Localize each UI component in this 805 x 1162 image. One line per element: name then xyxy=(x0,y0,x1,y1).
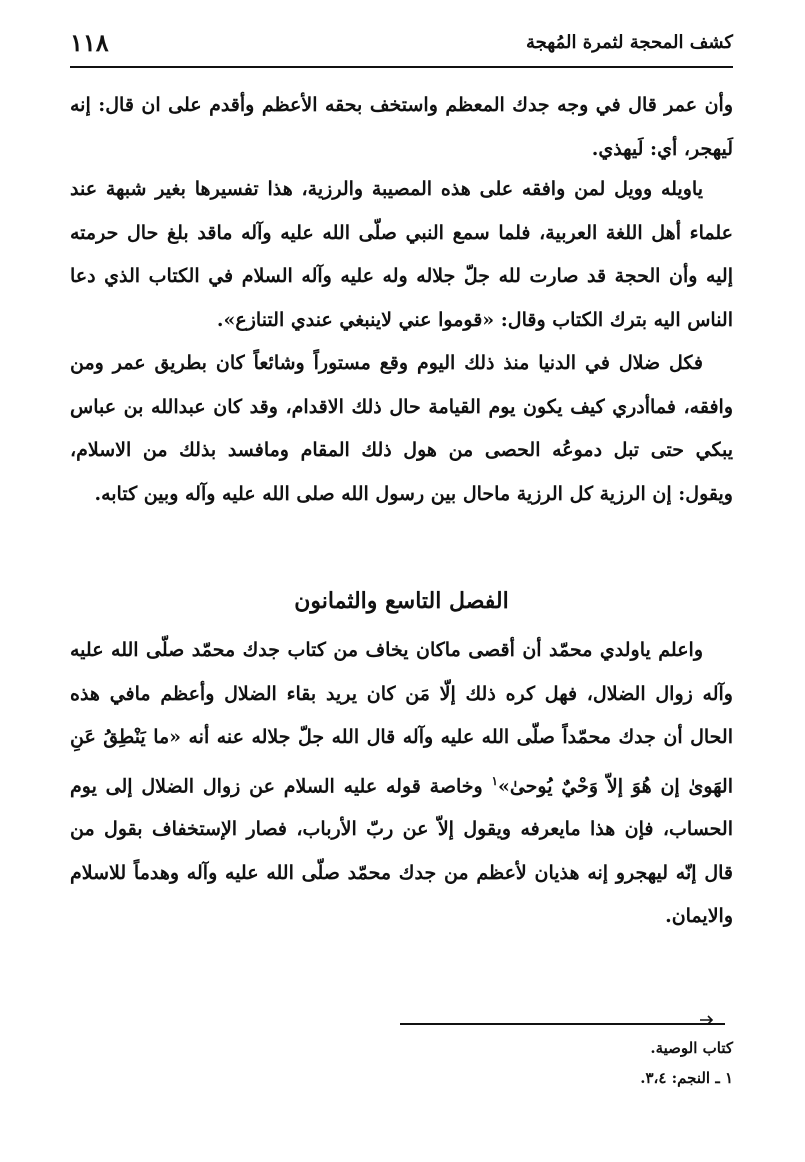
paragraph-2-text: ياويله وويل لمن وافقه على هذه المصيبة والرزية، هذا تفسيرها بغير شبهة عند علماء أهل اللغة العربية، فلما سمع النبي صلّى الله عليه وآله ماقد بلغ حال حرمته إليه وأن الحجة قد صارت لله جلّ جلاله وله عليه وآله السلام في الكتاب الذي دعا الناس اليه بترك الكتاب وقال: «قوموا عني لاينبغي عندي التنازع». xyxy=(70,178,734,331)
footnote-reference-1: ١ xyxy=(491,773,498,788)
footnote-1: ١ ـ النجم: ٣،٤. xyxy=(640,1069,733,1087)
page-header xyxy=(70,22,733,68)
page-number: ١١٨ xyxy=(70,28,109,57)
paragraph-4-text xyxy=(70,629,733,939)
paragraph-4 xyxy=(70,629,733,939)
paragraph-1-text: وأن عمر قال في وجه جدك المعظم واستخف بحقه الأعظم وأقدم على ان قال: إنه لَيهجر، أي: لَيهذي. xyxy=(70,94,733,160)
footnote-divider xyxy=(400,1023,725,1025)
running-title: كشف المحجة لثمرة المُهجة xyxy=(526,32,733,53)
footnote-0: كتاب الوصية. xyxy=(650,1039,733,1057)
paragraph-4-part-2: وخاصة قوله عليه السلام عن زوال الضلال إلى يوم الحساب، فإن هذا مايعرفه ويقول إلاّ عن ربّ الأرباب، فصار الإستخفاف بقول من قال إنّه ليهجرو إنه هذيان لأعظم من جدك محمّد صلّى الله عليه وآله وهدماً للاسلام والايمان. xyxy=(70,774,733,928)
paragraph-3 xyxy=(70,342,733,516)
paragraph-2 xyxy=(70,168,733,342)
footnote-arrow-icon xyxy=(700,1015,714,1025)
footnotes xyxy=(400,1033,733,1093)
paragraph-4-part-1: واعلم ياولدي محمّد أن أقصى ماكان يخاف من كتاب جدك محمّد صلّى الله عليه وآله زوال الضلال، فهل كره ذلك إلّا مَن كان يريد بقاء الضلال وأعظم مافي هذه الحال أن جدك محمّداً صلّى الله عليه وآله قال الله جلّ جلاله عنه أنه «ما يَنْطِقُ عَنِ الهَوىٰ إن هُوَ إلاّ وَحْيٌ يُوحىٰ» xyxy=(70,639,734,797)
paragraph-1 xyxy=(70,84,733,171)
paragraph-3-text: فكل ضلال في الدنيا منذ ذلك اليوم وقع مستوراً وشائعاً كان بطريق عمر ومن وافقه، فماأدري كيف يكون يوم القيامة حال ذلك الاقدام، وقد كان عبدالله بن عباس يبكي حتى تبل دموعُه الحصى من هول ذلك المقام ومافسد بذلك من الاسلام، ويقول: إن الرزية كل الرزية ماحال بين رسول الله صلى الله عليه وآله وبين كتابه. xyxy=(70,352,733,505)
section-heading: الفصل التاسع والثمانون xyxy=(294,588,509,614)
